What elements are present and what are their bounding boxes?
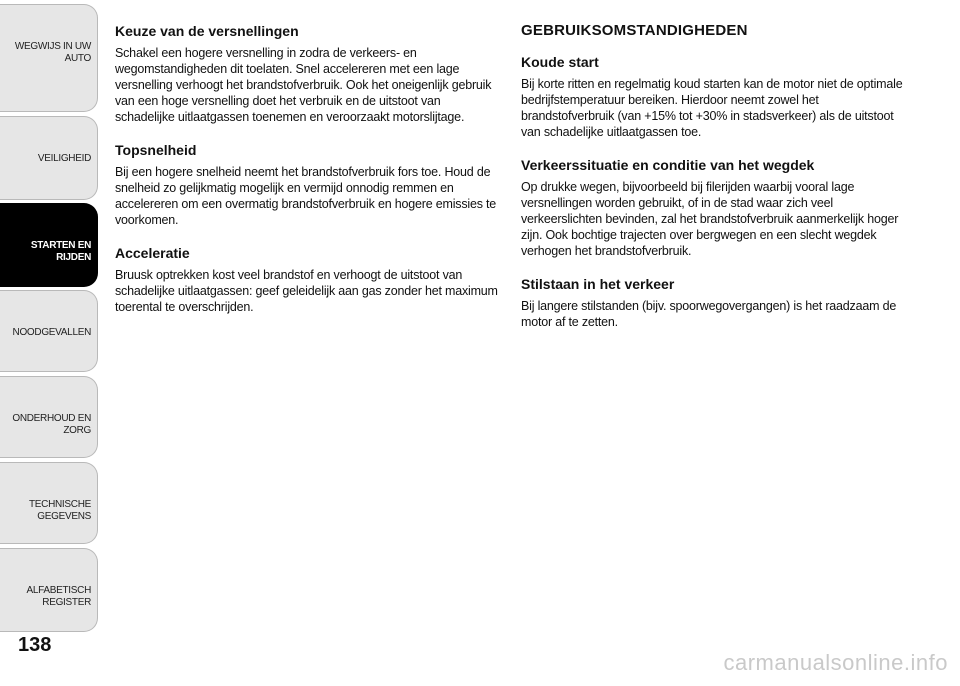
section-text: Bij langere stilstanden (bijv. spoorwegovergangen) is het raadzaam de motor af te zetten. xyxy=(521,299,897,329)
section-title: GEBRUIKSOMSTANDIGHEDEN xyxy=(521,22,748,39)
tab-starten-en-rijden[interactable] xyxy=(0,203,98,287)
left-column xyxy=(115,22,498,331)
tab-label: NOODGEVALLEN xyxy=(12,327,91,338)
page-number: 138 xyxy=(18,634,52,656)
section-text: Bruusk optrekken kost veel brandstof en verhoogt de uitstoot van schadelijke uitlaatgassen: geef geleidelijk aan gas zonder het maximum toerental te overschrijden. xyxy=(115,268,498,314)
tab-onderhoud-en-zorg[interactable] xyxy=(0,376,98,458)
watermark: carmanualsonline.info xyxy=(723,650,948,675)
tab-noodgevallen[interactable] xyxy=(0,290,98,372)
chapter-sidebar xyxy=(0,0,100,686)
tab-label: TECHNISCHE GEGEVENS xyxy=(28,499,91,522)
tab-technische-gegevens[interactable] xyxy=(0,462,98,544)
tab-wegwijs-in-uw-auto[interactable] xyxy=(0,4,98,112)
section-heading: Koude start xyxy=(521,54,599,70)
tab-label: ONDERHOUD EN ZORG xyxy=(12,413,91,436)
tab-label: WEGWIJS IN UW AUTO xyxy=(14,41,91,64)
tab-label: ALFABETISCH REGISTER xyxy=(26,585,91,608)
tab-veiligheid[interactable] xyxy=(0,116,98,200)
tab-label: VEILIGHEID xyxy=(37,153,91,164)
section-text: Bij korte ritten en regelmatig koud starten kan de motor niet de optimale bedrijfstemperatuur bereiken. Hierdoor neemt zowel het brandstofverbruik (van +15% tot +30% in stadsverkeer) als de uitstoot van schadelijke uitlaatgassen toe. xyxy=(521,77,903,139)
tab-alfabetisch-register[interactable] xyxy=(0,548,98,632)
section-heading: Keuze van de versnellingen xyxy=(115,23,299,39)
section-heading: Acceleratie xyxy=(115,245,190,261)
section-heading: Verkeerssituatie en conditie van het wegdek xyxy=(521,157,815,173)
section-heading: Topsnelheid xyxy=(115,142,197,158)
section-heading: Stilstaan in het verkeer xyxy=(521,276,675,292)
tab-label: STARTEN EN RIJDEN xyxy=(30,240,91,263)
section-text: Bij een hogere snelheid neemt het brandstofverbruik fors toe. Houd de snelheid zo gelijkmatig mogelijk en vermijd onnodig remmen en accelereren om een overmatig brandstofverbruik en hogere emissies te voorkomen. xyxy=(115,165,497,227)
section-text: Schakel een hogere versnelling in zodra de verkeers- en wegomstandigheden dit toelaten. Snel accelereren met een lage versnelling verhoogt het brandstofverbruik. Ook het oneigenlijk gebruik van een hoge versnelling doet het verbruik en de uitstoot van schadelijke uitlaatgassen toenemen en veroorzaakt motorslijtage. xyxy=(115,46,492,124)
right-column xyxy=(521,22,909,346)
section-text: Op drukke wegen, bijvoorbeeld bij filerijden waarbij vooral lage versnellingen worden gebruikt, of in de stad waar zich veel verkeerslichten bevinden, zal het brandstofverbruik aanmerkelijk hoger zijn. Ook bochtige trajecten over bergwegen en een slecht wegdek verhogen het brandstofverbruik. xyxy=(521,180,899,258)
